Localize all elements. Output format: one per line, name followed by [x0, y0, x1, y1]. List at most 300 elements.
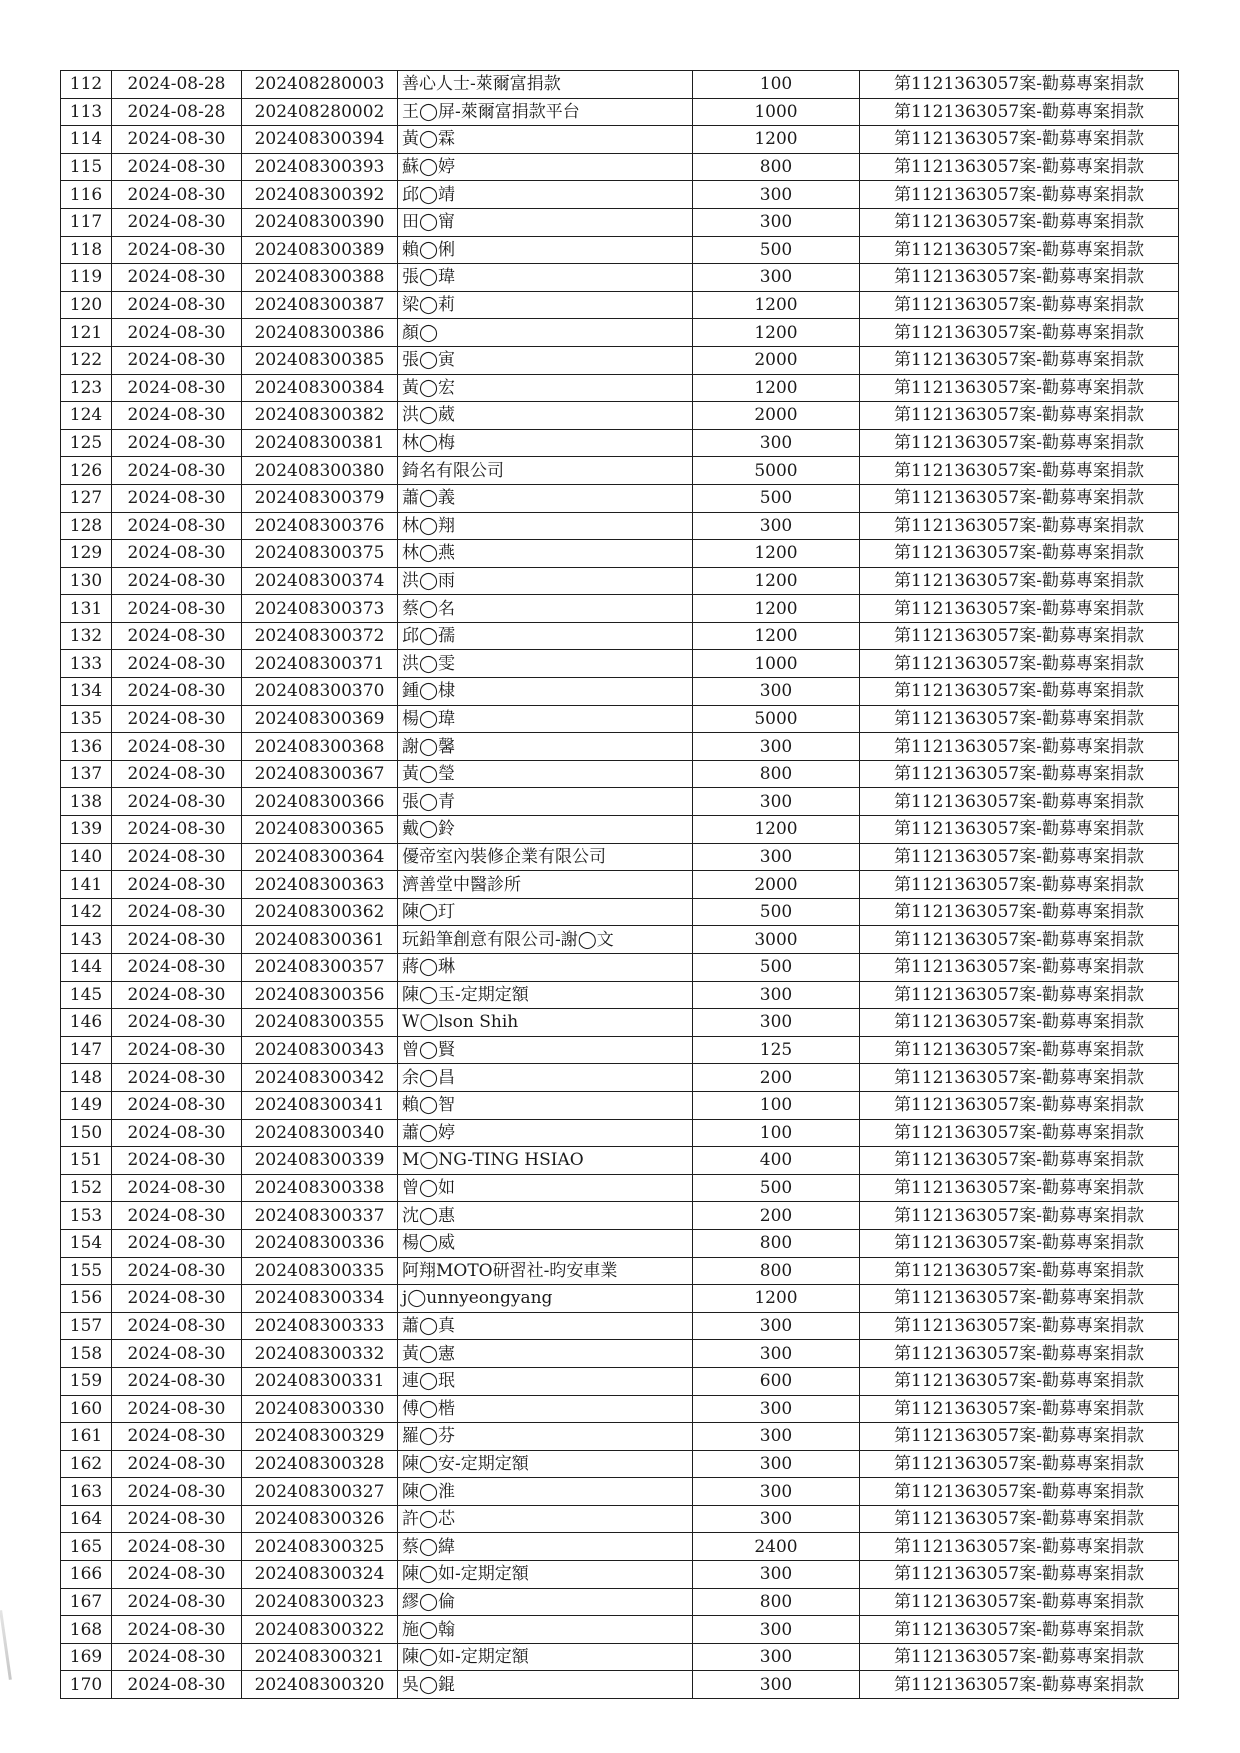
donation-purpose: 第1121363057案-勸募專案捐款: [860, 402, 1179, 430]
donation-date: 2024-08-30: [112, 1174, 242, 1202]
donation-purpose: 第1121363057案-勸募專案捐款: [860, 1119, 1179, 1147]
table-row: [61, 1202, 1179, 1230]
donation-purpose: 第1121363057案-勸募專案捐款: [860, 484, 1179, 512]
donation-purpose: 第1121363057案-勸募專案捐款: [860, 208, 1179, 236]
donation-amount: 300: [693, 1561, 860, 1589]
donation-purpose: 第1121363057案-勸募專案捐款: [860, 1367, 1179, 1395]
receipt-number: 202408300389: [242, 236, 398, 264]
receipt-number: 202408300321: [242, 1643, 398, 1671]
donation-purpose: 第1121363057案-勸募專案捐款: [860, 595, 1179, 623]
row-number: 146: [61, 1009, 112, 1037]
donation-purpose: 第1121363057案-勸募專案捐款: [860, 788, 1179, 816]
donation-date: 2024-08-30: [112, 595, 242, 623]
table-row: [61, 291, 1179, 319]
donation-amount: 800: [693, 153, 860, 181]
donor-name: 善心人士-萊爾富捐款: [398, 71, 693, 99]
table-row: [61, 705, 1179, 733]
receipt-number: 202408300339: [242, 1147, 398, 1175]
donation-purpose: 第1121363057案-勸募專案捐款: [860, 678, 1179, 706]
row-number: 168: [61, 1616, 112, 1644]
donor-name: 許◯芯: [398, 1505, 693, 1533]
row-number: 164: [61, 1505, 112, 1533]
row-number: 113: [61, 98, 112, 126]
donor-name: 沈◯惠: [398, 1202, 693, 1230]
receipt-number: 202408300384: [242, 374, 398, 402]
table-row: [61, 1009, 1179, 1037]
table-row: [61, 1285, 1179, 1313]
donation-purpose: 第1121363057案-勸募專案捐款: [860, 926, 1179, 954]
donation-date: 2024-08-30: [112, 1671, 242, 1699]
receipt-number: 202408300342: [242, 1064, 398, 1092]
donor-name: 余◯昌: [398, 1064, 693, 1092]
donation-date: 2024-08-30: [112, 898, 242, 926]
row-number: 140: [61, 843, 112, 871]
row-number: 142: [61, 898, 112, 926]
row-number: 136: [61, 733, 112, 761]
donor-name: 陳◯如-定期定額: [398, 1561, 693, 1589]
donation-date: 2024-08-30: [112, 1588, 242, 1616]
donation-date: 2024-08-30: [112, 1367, 242, 1395]
donation-amount: 1200: [693, 374, 860, 402]
table-row: [61, 567, 1179, 595]
donation-purpose: 第1121363057案-勸募專案捐款: [860, 733, 1179, 761]
receipt-number: 202408300336: [242, 1229, 398, 1257]
row-number: 159: [61, 1367, 112, 1395]
table-row: [61, 650, 1179, 678]
donor-name: 陳◯如-定期定額: [398, 1643, 693, 1671]
row-number: 126: [61, 457, 112, 485]
receipt-number: 202408300330: [242, 1395, 398, 1423]
row-number: 144: [61, 954, 112, 982]
receipt-number: 202408300392: [242, 181, 398, 209]
receipt-number: 202408300381: [242, 429, 398, 457]
donation-amount: 1000: [693, 650, 860, 678]
receipt-number: 202408300373: [242, 595, 398, 623]
donation-purpose: 第1121363057案-勸募專案捐款: [860, 1257, 1179, 1285]
donor-name: 繆◯倫: [398, 1588, 693, 1616]
row-number: 158: [61, 1340, 112, 1368]
donation-purpose: 第1121363057案-勸募專案捐款: [860, 1312, 1179, 1340]
donation-purpose: 第1121363057案-勸募專案捐款: [860, 1533, 1179, 1561]
table-row: [61, 457, 1179, 485]
donor-name: 賴◯智: [398, 1091, 693, 1119]
donation-amount: 200: [693, 1064, 860, 1092]
table-row: [61, 622, 1179, 650]
row-number: 155: [61, 1257, 112, 1285]
donation-date: 2024-08-30: [112, 760, 242, 788]
donor-name: 蕭◯真: [398, 1312, 693, 1340]
receipt-number: 202408300362: [242, 898, 398, 926]
donation-purpose: 第1121363057案-勸募專案捐款: [860, 1036, 1179, 1064]
donation-purpose: 第1121363057案-勸募專案捐款: [860, 816, 1179, 844]
receipt-number: 202408300324: [242, 1561, 398, 1589]
donor-name: 蔡◯緯: [398, 1533, 693, 1561]
table-row: [61, 733, 1179, 761]
donation-date: 2024-08-30: [112, 126, 242, 154]
receipt-number: 202408300390: [242, 208, 398, 236]
donation-purpose: 第1121363057案-勸募專案捐款: [860, 1423, 1179, 1451]
donation-date: 2024-08-30: [112, 374, 242, 402]
receipt-number: 202408300380: [242, 457, 398, 485]
donation-purpose: 第1121363057案-勸募專案捐款: [860, 346, 1179, 374]
donation-purpose: 第1121363057案-勸募專案捐款: [860, 540, 1179, 568]
table-row: [61, 126, 1179, 154]
donor-name: 楊◯威: [398, 1229, 693, 1257]
donation-amount: 300: [693, 1340, 860, 1368]
donor-name: M◯NG-TING HSIAO: [398, 1147, 693, 1175]
donor-name: 戴◯鈴: [398, 816, 693, 844]
receipt-number: 202408300343: [242, 1036, 398, 1064]
table-row: [61, 429, 1179, 457]
donation-amount: 300: [693, 981, 860, 1009]
donation-purpose: 第1121363057案-勸募專案捐款: [860, 1229, 1179, 1257]
donation-amount: 300: [693, 181, 860, 209]
donation-purpose: 第1121363057案-勸募專案捐款: [860, 429, 1179, 457]
donation-date: 2024-08-30: [112, 650, 242, 678]
donor-name: 張◯寅: [398, 346, 693, 374]
donation-amount: 300: [693, 1423, 860, 1451]
donor-name: 顏◯: [398, 319, 693, 347]
donation-amount: 3000: [693, 926, 860, 954]
donation-purpose: 第1121363057案-勸募專案捐款: [860, 291, 1179, 319]
donation-amount: 300: [693, 1643, 860, 1671]
table-row: [61, 208, 1179, 236]
donor-name: 陳◯玎: [398, 898, 693, 926]
row-number: 130: [61, 567, 112, 595]
row-number: 157: [61, 1312, 112, 1340]
table-row: [61, 236, 1179, 264]
donation-purpose: 第1121363057案-勸募專案捐款: [860, 1174, 1179, 1202]
donor-name: 謝◯馨: [398, 733, 693, 761]
donor-name: j◯unnyeongyang: [398, 1285, 693, 1313]
table-row: [61, 181, 1179, 209]
donation-amount: 800: [693, 1229, 860, 1257]
donation-purpose: 第1121363057案-勸募專案捐款: [860, 126, 1179, 154]
row-number: 112: [61, 71, 112, 99]
donation-date: 2024-08-30: [112, 871, 242, 899]
donation-purpose: 第1121363057案-勸募專案捐款: [860, 1064, 1179, 1092]
row-number: 145: [61, 981, 112, 1009]
table-row: [61, 402, 1179, 430]
receipt-number: 202408300376: [242, 512, 398, 540]
donation-purpose: 第1121363057案-勸募專案捐款: [860, 1285, 1179, 1313]
donation-amount: 300: [693, 1478, 860, 1506]
donation-date: 2024-08-30: [112, 1616, 242, 1644]
donor-name: 吳◯錕: [398, 1671, 693, 1699]
table-row: [61, 926, 1179, 954]
row-number: 163: [61, 1478, 112, 1506]
donation-purpose: 第1121363057案-勸募專案捐款: [860, 319, 1179, 347]
donor-name: 鍾◯棣: [398, 678, 693, 706]
donation-purpose: 第1121363057案-勸募專案捐款: [860, 898, 1179, 926]
table-row: [61, 319, 1179, 347]
scan-edge-mark: [0, 1610, 12, 1680]
row-number: 141: [61, 871, 112, 899]
table-row: [61, 1561, 1179, 1589]
row-number: 137: [61, 760, 112, 788]
donor-name: 陳◯安-定期定額: [398, 1450, 693, 1478]
row-number: 169: [61, 1643, 112, 1671]
donation-purpose: 第1121363057案-勸募專案捐款: [860, 871, 1179, 899]
donor-name: 黃◯霖: [398, 126, 693, 154]
table-row: [61, 595, 1179, 623]
donation-purpose: 第1121363057案-勸募專案捐款: [860, 71, 1179, 99]
donation-purpose: 第1121363057案-勸募專案捐款: [860, 1478, 1179, 1506]
table-row: [61, 843, 1179, 871]
receipt-number: 202408300364: [242, 843, 398, 871]
table-row: [61, 981, 1179, 1009]
donation-amount: 1200: [693, 567, 860, 595]
donation-date: 2024-08-30: [112, 1091, 242, 1119]
donation-date: 2024-08-30: [112, 1312, 242, 1340]
receipt-number: 202408300341: [242, 1091, 398, 1119]
table-row: [61, 98, 1179, 126]
donor-name: 黃◯瑩: [398, 760, 693, 788]
row-number: 129: [61, 540, 112, 568]
table-row: [61, 1367, 1179, 1395]
table-row: [61, 484, 1179, 512]
donation-date: 2024-08-30: [112, 954, 242, 982]
donation-amount: 300: [693, 843, 860, 871]
donation-amount: 400: [693, 1147, 860, 1175]
table-row: [61, 1340, 1179, 1368]
donation-date: 2024-08-30: [112, 512, 242, 540]
receipt-number: 202408300334: [242, 1285, 398, 1313]
table-row: [61, 540, 1179, 568]
row-number: 127: [61, 484, 112, 512]
donation-date: 2024-08-30: [112, 429, 242, 457]
donor-name: 邱◯孺: [398, 622, 693, 650]
row-number: 148: [61, 1064, 112, 1092]
donation-amount: 2400: [693, 1533, 860, 1561]
donation-date: 2024-08-30: [112, 319, 242, 347]
donation-table-body: [61, 71, 1179, 1699]
donor-name: 黃◯憲: [398, 1340, 693, 1368]
donation-amount: 5000: [693, 457, 860, 485]
table-row: [61, 1588, 1179, 1616]
donation-amount: 300: [693, 512, 860, 540]
table-row: [61, 760, 1179, 788]
row-number: 161: [61, 1423, 112, 1451]
receipt-number: 202408300368: [242, 733, 398, 761]
donor-name: 洪◯葳: [398, 402, 693, 430]
donation-purpose: 第1121363057案-勸募專案捐款: [860, 1561, 1179, 1589]
donor-name: 林◯翔: [398, 512, 693, 540]
donation-date: 2024-08-30: [112, 788, 242, 816]
donation-date: 2024-08-30: [112, 733, 242, 761]
table-row: [61, 1257, 1179, 1285]
donation-amount: 300: [693, 1450, 860, 1478]
donor-name: 傅◯楷: [398, 1395, 693, 1423]
table-row: [61, 71, 1179, 99]
donation-date: 2024-08-30: [112, 1505, 242, 1533]
receipt-number: 202408300370: [242, 678, 398, 706]
table-row: [61, 1174, 1179, 1202]
donation-amount: 300: [693, 788, 860, 816]
donation-purpose: 第1121363057案-勸募專案捐款: [860, 1643, 1179, 1671]
donor-name: 施◯翰: [398, 1616, 693, 1644]
donation-purpose: 第1121363057案-勸募專案捐款: [860, 181, 1179, 209]
row-number: 133: [61, 650, 112, 678]
table-row: [61, 1147, 1179, 1175]
donation-date: 2024-08-30: [112, 181, 242, 209]
table-row: [61, 788, 1179, 816]
table-row: [61, 1119, 1179, 1147]
table-row: [61, 1064, 1179, 1092]
donation-amount: 2000: [693, 346, 860, 374]
table-row: [61, 512, 1179, 540]
donation-date: 2024-08-30: [112, 1450, 242, 1478]
row-number: 156: [61, 1285, 112, 1313]
receipt-number: 202408300382: [242, 402, 398, 430]
receipt-number: 202408280003: [242, 71, 398, 99]
receipt-number: 202408300386: [242, 319, 398, 347]
donation-date: 2024-08-30: [112, 1009, 242, 1037]
donation-purpose: 第1121363057案-勸募專案捐款: [860, 1202, 1179, 1230]
donation-purpose: 第1121363057案-勸募專案捐款: [860, 622, 1179, 650]
receipt-number: 202408300333: [242, 1312, 398, 1340]
donation-amount: 300: [693, 1671, 860, 1699]
donation-amount: 300: [693, 1009, 860, 1037]
donor-name: 蘇◯婷: [398, 153, 693, 181]
row-number: 128: [61, 512, 112, 540]
donor-name: 陳◯淮: [398, 1478, 693, 1506]
receipt-number: 202408300367: [242, 760, 398, 788]
receipt-number: 202408300388: [242, 264, 398, 292]
donation-date: 2024-08-30: [112, 1202, 242, 1230]
donation-purpose: 第1121363057案-勸募專案捐款: [860, 153, 1179, 181]
receipt-number: 202408300357: [242, 954, 398, 982]
row-number: 125: [61, 429, 112, 457]
table-row: [61, 678, 1179, 706]
table-row: [61, 898, 1179, 926]
receipt-number: 202408300369: [242, 705, 398, 733]
row-number: 135: [61, 705, 112, 733]
donation-date: 2024-08-30: [112, 1036, 242, 1064]
donor-name: 玩鉛筆創意有限公司-謝◯文: [398, 926, 693, 954]
receipt-number: 202408300379: [242, 484, 398, 512]
donation-amount: 1200: [693, 1285, 860, 1313]
table-row: [61, 1505, 1179, 1533]
receipt-number: 202408300385: [242, 346, 398, 374]
donation-amount: 1200: [693, 540, 860, 568]
donation-purpose: 第1121363057案-勸募專案捐款: [860, 954, 1179, 982]
donor-name: 洪◯雨: [398, 567, 693, 595]
donation-purpose: 第1121363057案-勸募專案捐款: [860, 705, 1179, 733]
row-number: 119: [61, 264, 112, 292]
donation-purpose: 第1121363057案-勸募專案捐款: [860, 1616, 1179, 1644]
donor-name: 濟善堂中醫診所: [398, 871, 693, 899]
row-number: 138: [61, 788, 112, 816]
donation-amount: 800: [693, 760, 860, 788]
donation-date: 2024-08-30: [112, 540, 242, 568]
donor-name: 楊◯瑋: [398, 705, 693, 733]
row-number: 118: [61, 236, 112, 264]
donation-date: 2024-08-30: [112, 1561, 242, 1589]
row-number: 170: [61, 1671, 112, 1699]
donation-date: 2024-08-30: [112, 1229, 242, 1257]
row-number: 147: [61, 1036, 112, 1064]
donation-date: 2024-08-30: [112, 1257, 242, 1285]
table-row: [61, 1229, 1179, 1257]
donation-amount: 1200: [693, 291, 860, 319]
receipt-number: 202408300361: [242, 926, 398, 954]
receipt-number: 202408300387: [242, 291, 398, 319]
receipt-number: 202408300331: [242, 1367, 398, 1395]
table-row: [61, 346, 1179, 374]
donation-amount: 300: [693, 429, 860, 457]
donation-date: 2024-08-30: [112, 1119, 242, 1147]
donation-date: 2024-08-30: [112, 1340, 242, 1368]
donor-name: 田◯甯: [398, 208, 693, 236]
donation-table: [60, 70, 1179, 1699]
row-number: 117: [61, 208, 112, 236]
donation-amount: 300: [693, 264, 860, 292]
donor-name: 阿翔MOTO研習社-昀安車業: [398, 1257, 693, 1285]
donor-name: 洪◯雯: [398, 650, 693, 678]
donation-date: 2024-08-30: [112, 705, 242, 733]
donor-name: 賴◯俐: [398, 236, 693, 264]
table-row: [61, 954, 1179, 982]
table-row: [61, 1036, 1179, 1064]
table-row: [61, 816, 1179, 844]
receipt-number: 202408300328: [242, 1450, 398, 1478]
table-row: [61, 1423, 1179, 1451]
donation-amount: 500: [693, 1174, 860, 1202]
table-row: [61, 1643, 1179, 1671]
donation-date: 2024-08-30: [112, 1533, 242, 1561]
donation-purpose: 第1121363057案-勸募專案捐款: [860, 843, 1179, 871]
table-row: [61, 1395, 1179, 1423]
row-number: 167: [61, 1588, 112, 1616]
donation-amount: 300: [693, 1395, 860, 1423]
donation-purpose: 第1121363057案-勸募專案捐款: [860, 512, 1179, 540]
table-row: [61, 153, 1179, 181]
table-row: [61, 264, 1179, 292]
table-row: [61, 871, 1179, 899]
receipt-number: 202408300326: [242, 1505, 398, 1533]
row-number: 115: [61, 153, 112, 181]
donation-amount: 100: [693, 1091, 860, 1119]
donation-amount: 1200: [693, 126, 860, 154]
donation-amount: 125: [693, 1036, 860, 1064]
donation-amount: 1200: [693, 622, 860, 650]
donor-name: 蔣◯琳: [398, 954, 693, 982]
receipt-number: 202408300340: [242, 1119, 398, 1147]
receipt-number: 202408300375: [242, 540, 398, 568]
donation-purpose: 第1121363057案-勸募專案捐款: [860, 264, 1179, 292]
row-number: 165: [61, 1533, 112, 1561]
table-row: [61, 1450, 1179, 1478]
donor-name: 張◯瑋: [398, 264, 693, 292]
row-number: 122: [61, 346, 112, 374]
row-number: 153: [61, 1202, 112, 1230]
row-number: 121: [61, 319, 112, 347]
row-number: 116: [61, 181, 112, 209]
donation-amount: 500: [693, 954, 860, 982]
receipt-number: 202408300371: [242, 650, 398, 678]
receipt-number: 202408300372: [242, 622, 398, 650]
receipt-number: 202408300335: [242, 1257, 398, 1285]
donation-date: 2024-08-28: [112, 71, 242, 99]
donation-date: 2024-08-30: [112, 208, 242, 236]
donation-date: 2024-08-30: [112, 484, 242, 512]
donor-name: 邱◯靖: [398, 181, 693, 209]
row-number: 150: [61, 1119, 112, 1147]
row-number: 124: [61, 402, 112, 430]
donation-date: 2024-08-30: [112, 1285, 242, 1313]
table-row: [61, 374, 1179, 402]
